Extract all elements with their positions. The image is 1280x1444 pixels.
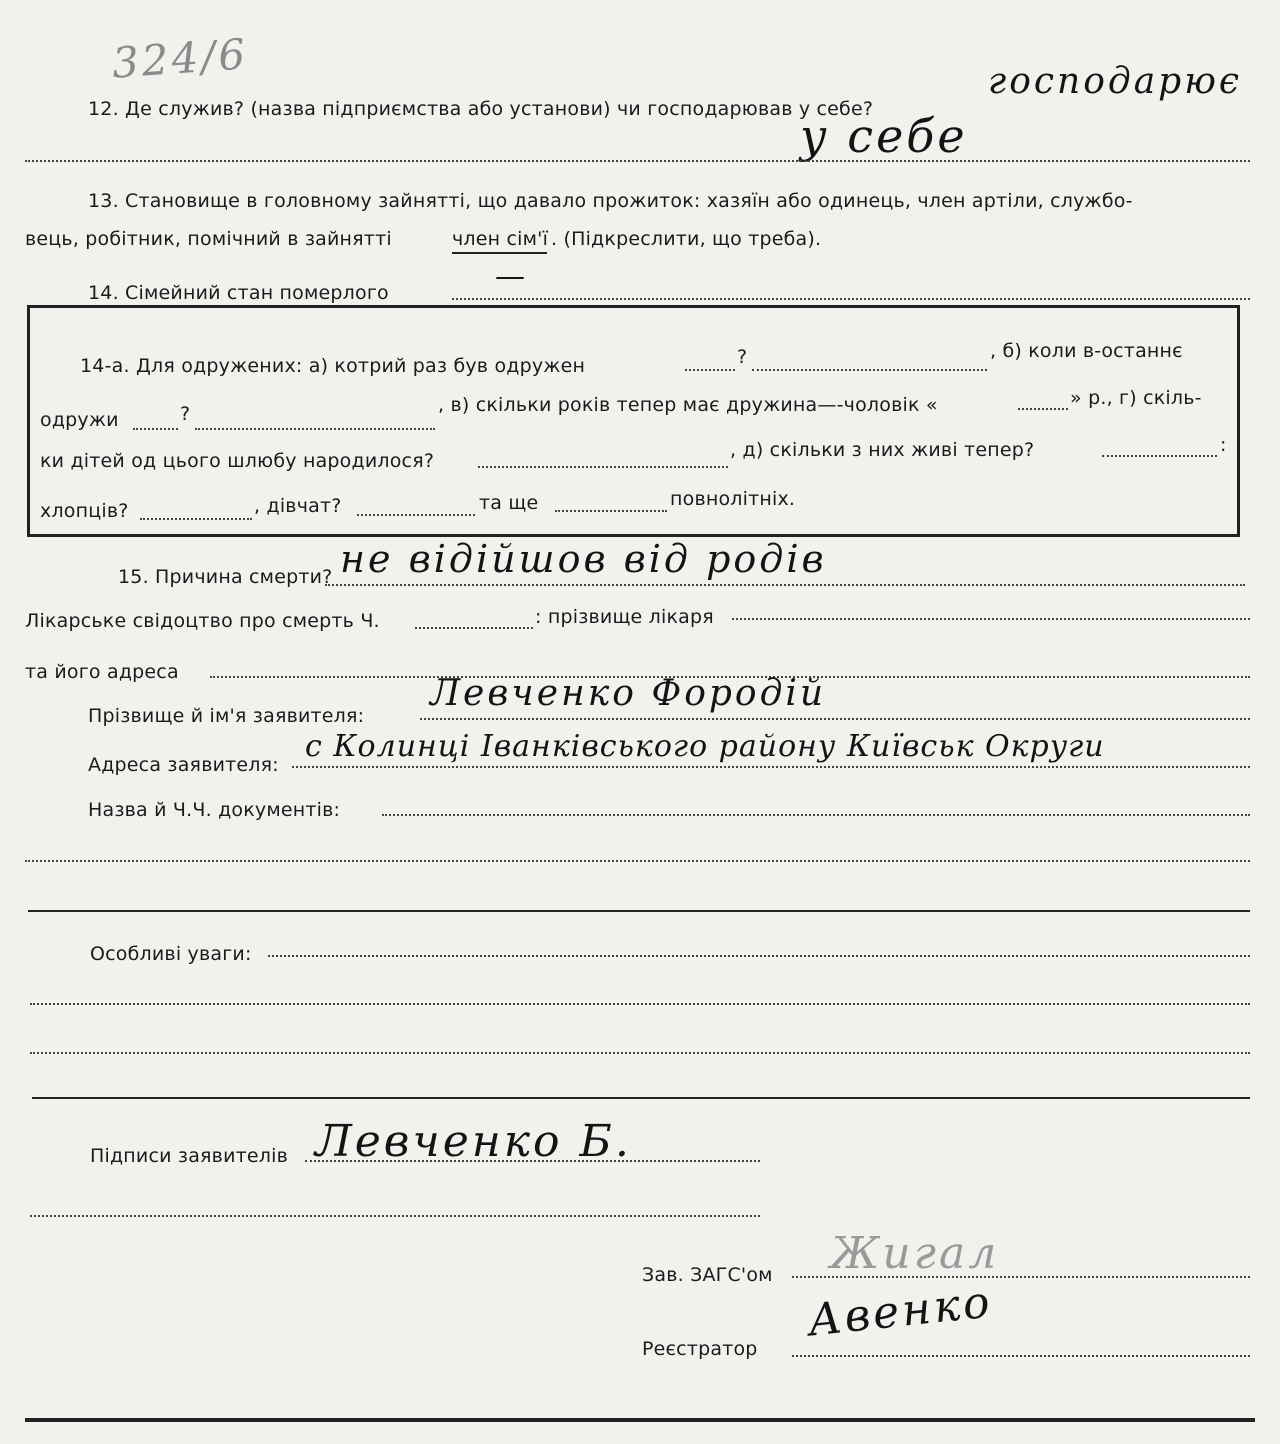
q12-answer-line1: господарює xyxy=(988,61,1243,102)
q13-underline xyxy=(452,252,547,254)
q15-address-label: та його адреса xyxy=(25,661,179,683)
archive-number: 324/6 xyxy=(110,29,250,88)
q14a-line2-a: одружи xyxy=(40,409,119,431)
zags-head-signature: Жигал xyxy=(830,1228,1000,1279)
q15-label: 15. Причина смерти? xyxy=(118,566,333,588)
q14a-last-married-line2 xyxy=(195,428,435,430)
q15-answer: не відійшов від родів xyxy=(340,537,827,581)
q14a-line4-a: хлопців? xyxy=(40,500,129,522)
q15-answer-line xyxy=(325,584,1245,586)
q13-line1: 13. Становище в головному зайнятті, що давало прожиток: хазяїн або одинець, член артіли, службо- xyxy=(88,190,1133,212)
q14a-children-alive-line xyxy=(1102,455,1217,457)
q15-doctor-label: : прізвище лікаря xyxy=(535,606,714,628)
q14a-line2-q: ? xyxy=(180,403,191,425)
q15-doctor-line xyxy=(732,618,1250,620)
q14-label: 14. Сімейний стан померлого xyxy=(88,282,389,304)
q15-cert-number-line xyxy=(415,627,533,629)
q14a-spouse-age-line xyxy=(1018,408,1068,410)
notes-line-3 xyxy=(30,1052,1250,1054)
applicant-signature: Левченко Б. xyxy=(315,1116,632,1167)
q14a-line3-c: : xyxy=(1220,434,1227,456)
q14a-line4-c: та ще xyxy=(479,492,539,514)
signatures-label: Підписи заявителів xyxy=(90,1145,289,1167)
q14a-last-married-line xyxy=(133,428,178,430)
applicant-name-value: Левченко Фородій xyxy=(430,673,827,714)
q14a-line1-a: 14-а. Для одружених: а) котрий раз був одружен xyxy=(80,355,586,377)
registrar-signature: Авенко xyxy=(805,1276,995,1347)
zags-head-label: Зав. ЗАГС'ом xyxy=(642,1264,773,1286)
q15-cert-label: Лікарське свідоцтво про смерть Ч. xyxy=(25,610,380,632)
q14a-line4-b: , дівчат? xyxy=(254,495,342,517)
q12-answer-line xyxy=(25,160,1250,162)
section-divider-1 xyxy=(28,910,1250,912)
applicant-address-line xyxy=(292,766,1250,768)
applicant-docs-line2 xyxy=(25,860,1250,862)
signatures-line-2 xyxy=(30,1215,760,1217)
q12-label: 12. Де служив? (назва підприємства або установи) чи господарював у себе? xyxy=(88,98,874,120)
notes-line-1 xyxy=(268,955,1250,957)
q14a-line4-d: повнолітніх. xyxy=(670,488,796,510)
q14a-girls-line xyxy=(357,514,475,516)
q12-answer-line2: у себе xyxy=(800,109,968,163)
applicant-docs-label: Назва й Ч.Ч. документів: xyxy=(88,799,341,821)
q13-family-member-option: член сім'ї xyxy=(452,228,549,250)
applicant-address-label: Адреса заявителя: xyxy=(88,754,279,776)
q14a-line2-d: » р., г) скіль- xyxy=(1070,387,1202,409)
q14-answer-line xyxy=(452,298,1250,300)
q14a-line1-c: , б) коли в-останнє xyxy=(990,340,1183,362)
q13-line2-end: . (Підкреслити, що треба). xyxy=(551,228,822,250)
q14a-children-born-line xyxy=(478,466,728,468)
q14a-times-married-line xyxy=(685,369,735,371)
applicant-address-value: с Колинці Іванківського району Київськ Округи xyxy=(305,729,1105,764)
q14a-line2-c: , в) скільки років тепер має дружина—-чоловік « xyxy=(438,394,938,416)
applicant-name-label: Прізвище й ім'я заявителя: xyxy=(88,705,365,727)
applicant-docs-line xyxy=(382,814,1250,816)
q14a-adults-line xyxy=(555,510,667,512)
q14a-times-married-line2 xyxy=(752,369,987,371)
q14-answer: — xyxy=(495,259,528,294)
applicant-name-line xyxy=(420,718,1250,720)
q14a-boys-line xyxy=(140,518,252,520)
notes-label: Особливі уваги: xyxy=(90,943,252,965)
q14a-line1-q: ? xyxy=(737,346,748,368)
section-divider-2 xyxy=(32,1097,1250,1099)
q14a-line3-b: , д) скільки з них живі тепер? xyxy=(730,439,1035,461)
notes-line-2 xyxy=(30,1003,1250,1005)
q14a-line3-a: ки дітей од цього шлюбу народилося? xyxy=(40,450,435,472)
q13-line2-start: вець, робітник, помічний в зайнятті xyxy=(25,228,392,250)
registrar-line xyxy=(792,1355,1250,1357)
registrar-label: Реєстратор xyxy=(642,1338,758,1360)
bottom-border xyxy=(25,1418,1255,1422)
